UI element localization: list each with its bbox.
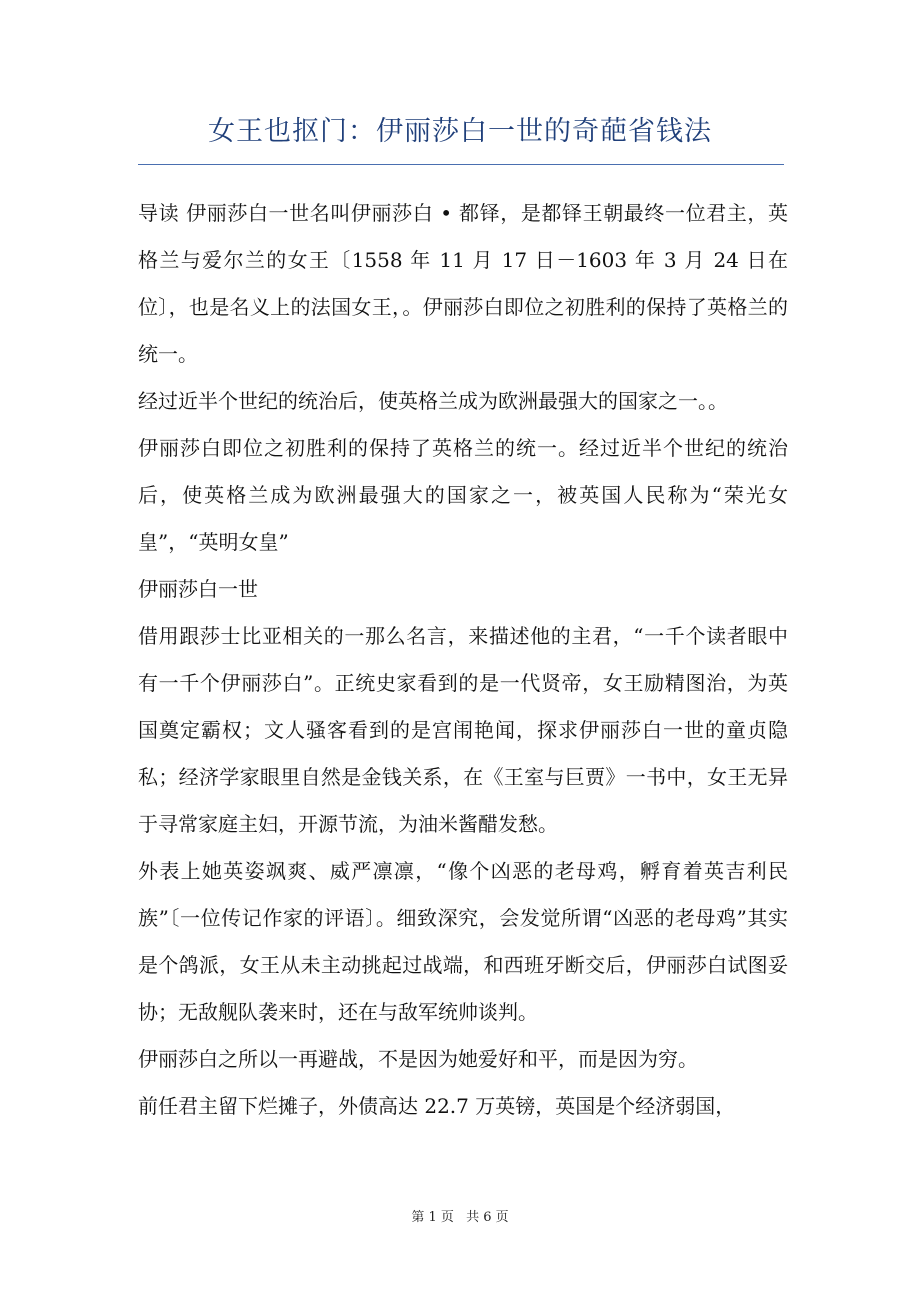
paragraph-subheading: 伊丽莎白一世 xyxy=(138,577,258,601)
paragraph: 借用跟莎士比亚相关的一那么名言，来描述他的主君，“一千个读者眼中有一千个伊丽莎白”。正统史家看到的是一代贤帝，女王励精图治，为英国奠定霸权；文人骚客看到的是宫闱艳闻，探求伊丽莎白一世的童贞隐私；经济学家眼里自然是金钱关系，在《王室与巨贾》一书中，女王无异于寻常家庭主妇，开源节流，为油米酱醋发愁。 xyxy=(138,624,788,836)
document-body xyxy=(138,190,788,1130)
paragraph-intro: 导读 伊丽莎白一世名叫伊丽莎白 • 都铎，是都铎王朝最终一位君主，英格兰与爱尔兰的女王〔1558 年 11 月 17 日－1603 年 3 月 24 日在位〕，也是名义上的法国女王，。伊丽莎白即位之初胜利的保持了英格兰的统一。 xyxy=(138,201,788,366)
paragraph: 经过近半个世纪的统治后，使英格兰成为欧洲最强大的国家之一。。 xyxy=(138,389,728,413)
title-underline xyxy=(138,164,784,165)
page-total: 共 6 页 xyxy=(466,1210,509,1225)
paragraph: 伊丽莎白即位之初胜利的保持了英格兰的统一。经过近半个世纪的统治后，使英格兰成为欧洲最强大的国家之一，被英国人民称为“荣光女皇”，“英明女皇” xyxy=(138,436,788,554)
page-number: 第 1 页 xyxy=(411,1210,454,1225)
document-title: 女王也抠门：伊丽莎白一世的奇葩省钱法 xyxy=(208,116,712,147)
paragraph: 前任君主留下烂摊子，外债高达 22.7 万英镑，英国是个经济弱国， xyxy=(138,1094,736,1118)
page-footer xyxy=(0,1206,920,1225)
paragraph: 外表上她英姿飒爽、威严凛凛，“像个凶恶的老母鸡，孵育着英吉利民族”〔一位传记作家的评语〕。细致深究，会发觉所谓“凶恶的老母鸡”其实是个鸽派，女王从未主动挑起过战端，和西班牙断交后，伊丽莎白试图妥协；无敌舰队袭来时，还在与敌军统帅谈判。 xyxy=(138,859,788,1024)
paragraph: 伊丽莎白之所以一再避战，不是因为她爱好和平，而是因为穷。 xyxy=(138,1047,698,1071)
